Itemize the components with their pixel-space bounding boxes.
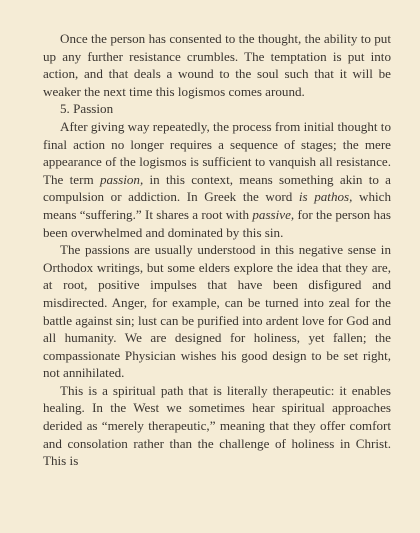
paragraph-text-segment: which means “suffering.” It shares a root with [43,189,391,222]
italic-term-passive: passive, [252,206,295,222]
italic-term-pathos: is pathos, [298,189,353,205]
paragraph-passions-elders: The passions are usually understood in this negative sense in Orthodox writings, but some elders explore the idea that they are, at root, positive impulses that have been disfigured and misdirected. Anger, for example, can be turned into zeal for the battle against sin; lust can be purified into ardent love for God and all humanity. We are designed for holiness, yet fallen; the compassionate Physician wishes his good design to be set right, not annihilated. [43,242,391,381]
section-heading-passion: 5. Passion [60,101,114,117]
paragraph-text-segment: in this context, means something akin to a compulsion or addiction. In Greek the word [43,171,391,205]
paragraph-text-segment: for the person has been overwhelmed and dominated by this sin. [43,206,391,240]
italic-term-passion: passion, [99,171,144,187]
book-page [43,30,391,470]
paragraph-therapeutic-path: This is a spiritual path that is literally therapeutic: it enables healing. In the West we sometimes hear spiritual approaches derided as “merely therapeutic,” meaning that they offer comfort and consolation rather than the challenge of holiness in Christ. This is [43,382,391,469]
paragraph-text-segment: After giving way repeatedly, the process from initial thought to final action no longer requires a sequence of stages; the mere appearance of the logismos is sufficient to vanquish all resistance. The term [43,118,391,187]
paragraph-consent: Once the person has consented to the thought, the ability to put up any further resistance crumbles. The temptation is put into action, and that deals a wound to the soul such that it will be weaker the next time this logismos comes around. [43,31,391,99]
paragraph-passion-definition [43,118,391,241]
